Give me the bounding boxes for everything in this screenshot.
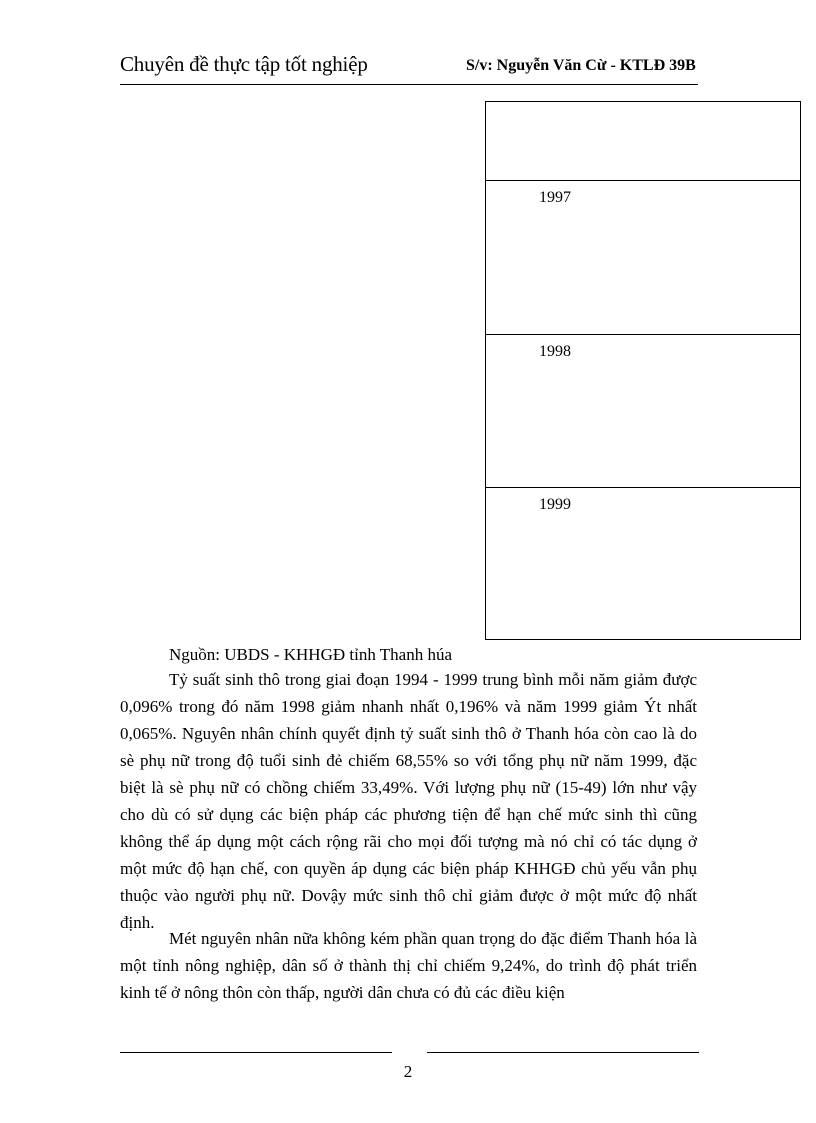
table-row [486,102,800,180]
data-table [485,101,801,640]
table-year-cell: 1999 [539,496,571,513]
header-divider [120,84,698,85]
table-row [486,334,800,487]
table-year-cell: 1997 [539,189,571,206]
body-paragraph: Tỷ suất sinh thô trong giai đoạn 1994 - 1999 trung bình mỗi năm giảm được 0,096% trong đó năm 1998 giảm nhanh nhất 0,196% và năm 1999 giảm Ýt nhất 0,065%. Nguyên nhân chính quyết định tỷ suất sinh thô ở Thanh hóa còn cao là do sè phụ nữ trong độ tuổi sinh đẻ chiếm 68,55% so với tổng phụ nữ năm 1999, đặc biệt là sè phụ nữ có chồng chiếm 33,49%. Với lượng phụ nữ (15-49) lớn như vậy cho dù có sử dụng các biện pháp các phương tiện để hạn chế mức sinh thì cũng không thể áp dụng một cách rộng rãi cho mọi đối tượng mà nó chỉ có tác dụng ở một mức độ hạn chế, con quyền áp dụng các biện pháp KHHGĐ chủ yếu vẫn phụ thuộc vào người phụ nữ. Dovậy mức sinh thô chỉ giảm được ở một mức độ nhất định. [120,670,697,932]
header-title: Chuyên đề thực tập tốt nghiệp [120,52,368,76]
footer-divider-left [120,1052,392,1053]
footer-divider-right [427,1052,699,1053]
source-note: Nguồn: UBDS - KHHGĐ tỉnh Thanh húa [169,645,453,664]
page-number: 2 [403,1062,413,1081]
table-row [486,180,800,334]
header-author: S/v: Nguyễn Văn Cừ - KTLĐ 39B [466,57,696,74]
table-year-cell: 1998 [539,343,571,360]
body-paragraph: Mét nguyên nhân nữa không kém phần quan trọng do đặc điểm Thanh hóa là một tỉnh nông nghiệp, dân số ở thành thị chỉ chiếm 9,24%, do trình độ phát triển kinh tế ở nông thôn còn thấp, người dân chưa có đủ các điều kiện [120,929,697,1002]
table-row [486,487,800,639]
